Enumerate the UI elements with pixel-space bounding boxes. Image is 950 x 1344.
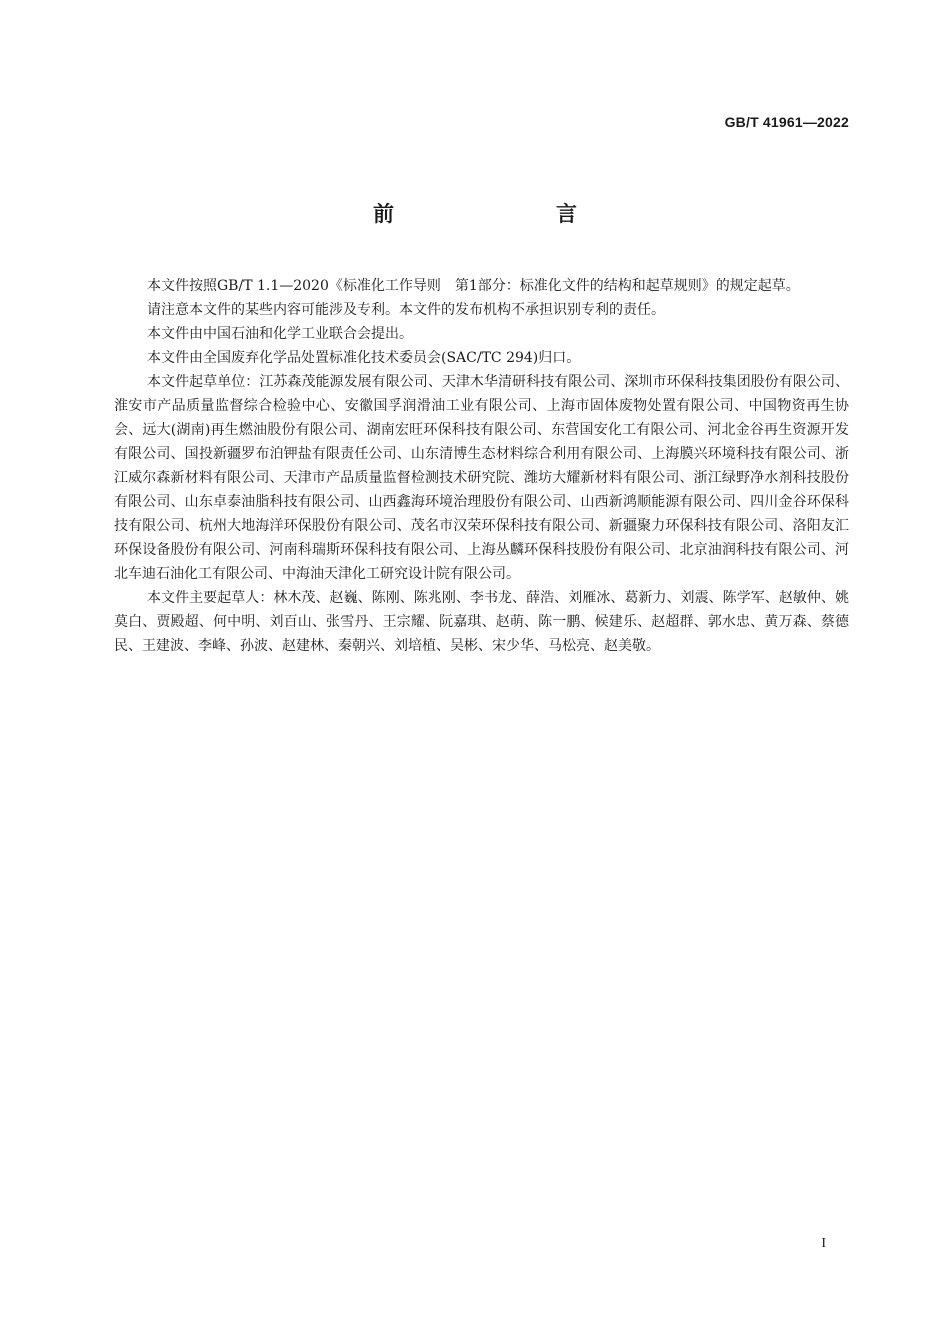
paragraph-proposer: 本文件由中国石油和化学工业联合会提出。	[147, 326, 413, 342]
paragraph-drafting-organizations: 本文件起草单位：江苏森茂能源发展有限公司、天津木华清研科技有限公司、深圳市环保科技集团股份有限公司、淮安市产品质量监督综合检验中心、安徽国孚润滑油工业有限公司、上海市固体废物处置有限公司、中国物资再生协会、远大(湖南)再生燃油股份有限公司、湖南宏旺环保科技有限公司、东营国安化工有限公司、河北金谷再生资源开发有限公司、国投新疆罗布泊钾盐有限责任公司、山东清博生态材料综合利用有限公司、上海膜兴环境科技有限公司、浙江威尔森新材料有限公司、天津市产品质量监督检测技术研究院、潍坊大耀新材料有限公司、浙江绿野净水剂科技股份有限公司、山东卓泰油脂科技有限公司、山西鑫海环境治理股份有限公司、山西新鸿顺能源有限公司、四川金谷环保科技有限公司、杭州大地海洋环保股份有限公司、茂名市汉荣环保科技有限公司、新疆聚力环保科技有限公司、洛阳友汇环保设备股份有限公司、河南科瑞斯环保科技有限公司、上海丛麟环保科技股份有限公司、北京油润科技有限公司、河北车迪石油化工有限公司、中海油天津化工研究设计院有限公司。	[114, 374, 849, 582]
paragraph-drafters: 本文件主要起草人：林木茂、赵巍、陈刚、陈兆刚、李书龙、薛浩、刘雁冰、葛新力、刘震、陈学军、赵敏仲、姚莫白、贾殿超、何中明、刘百山、张雪丹、王宗耀、阮嘉琪、赵萌、陈一鹏、候建乐、赵超群、郭水忠、黄万森、蔡德民、王建波、李峰、孙波、赵建林、秦朝兴、刘培植、吴彬、宋少华、马松亮、赵美敬。	[114, 590, 849, 654]
paragraph-technical-committee: 本文件由全国废弃化学品处置标准化技术委员会(SAC/TC 294)归口。	[147, 350, 581, 366]
paragraph-drafting-rules: 本文件按照GB/T 1.1—2020《标准化工作导则 第1部分：标准化文件的结构和起草规则》的规定起草。	[147, 278, 800, 294]
foreword-body	[114, 274, 849, 658]
page-number: I	[821, 1236, 826, 1251]
standard-code: GB/T 41961—2022	[724, 114, 849, 130]
page-title: 前 言	[373, 202, 617, 226]
paragraph-patent-notice: 请注意本文件的某些内容可能涉及专利。本文件的发布机构不承担识别专利的责任。	[147, 302, 665, 318]
